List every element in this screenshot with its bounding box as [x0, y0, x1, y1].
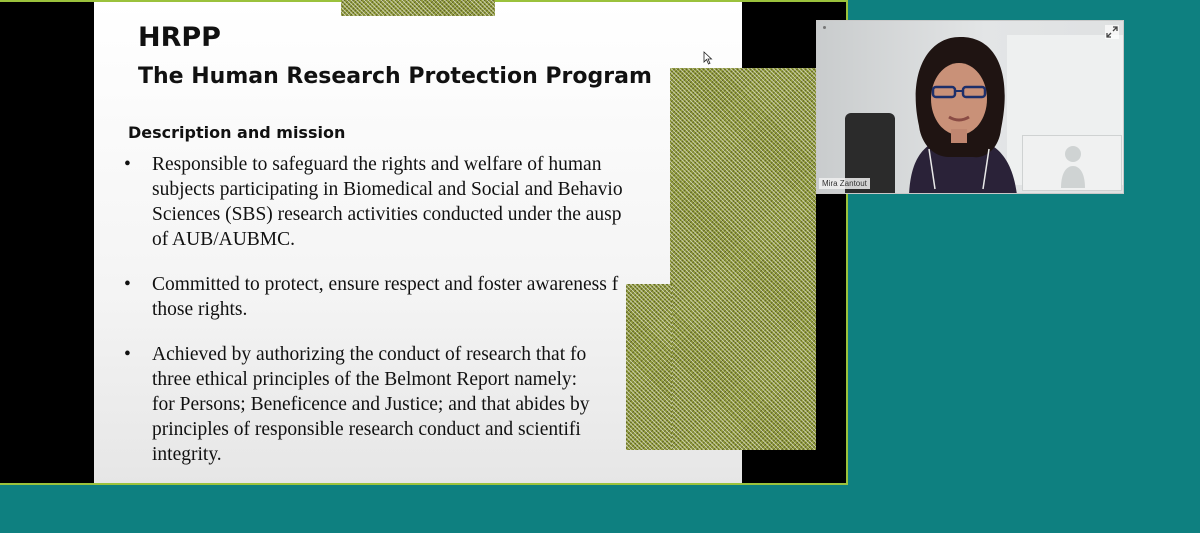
redaction-pattern-lower — [626, 284, 672, 450]
bullet-line: Committed to protect, ensure respect and foster awareness f — [152, 274, 619, 295]
bullet-line: Responsible to safeguard the rights and welfare of human — [152, 154, 602, 175]
user-avatar-icon — [1059, 142, 1087, 188]
bullet-line: principles of responsible research conduct and scientifi — [152, 419, 581, 440]
bullet-marker: • — [124, 274, 131, 295]
bullet-line: those rights. — [152, 299, 248, 320]
redaction-pattern-right — [670, 68, 816, 450]
slide-subtitle: The Human Research Protection Program — [138, 64, 652, 89]
participant-video-feed — [889, 31, 1029, 194]
bullet-line: for Persons; Beneficence and Justice; and that abides by — [152, 394, 590, 415]
bullet-item — [124, 152, 742, 252]
section-heading: Description and mission — [128, 123, 346, 142]
participant-name: Mira Zantout — [819, 178, 870, 189]
expand-icon[interactable] — [1105, 25, 1119, 39]
participant-video-tile[interactable] — [816, 20, 1124, 194]
mouse-cursor-icon — [703, 51, 713, 65]
bullet-line: integrity. — [152, 444, 222, 465]
redaction-pattern-top — [341, 0, 495, 16]
bullet-line: of AUB/AUBMC. — [152, 229, 296, 250]
bullet-line: Achieved by authorizing the conduct of research that fo — [152, 344, 587, 365]
bullet-line: three ethical principles of the Belmont Report namely: — [152, 369, 578, 390]
bullet-marker: • — [124, 344, 131, 365]
slide-title: HRPP — [138, 22, 221, 53]
self-view-thumbnail[interactable] — [1022, 135, 1122, 191]
bullet-line: Sciences (SBS) research activities conducted under the ausp — [152, 204, 622, 225]
bullet-line: subjects participating in Biomedical and Social and Behavio — [152, 179, 623, 200]
more-options-icon[interactable] — [823, 26, 826, 29]
bullet-marker: • — [124, 154, 131, 175]
